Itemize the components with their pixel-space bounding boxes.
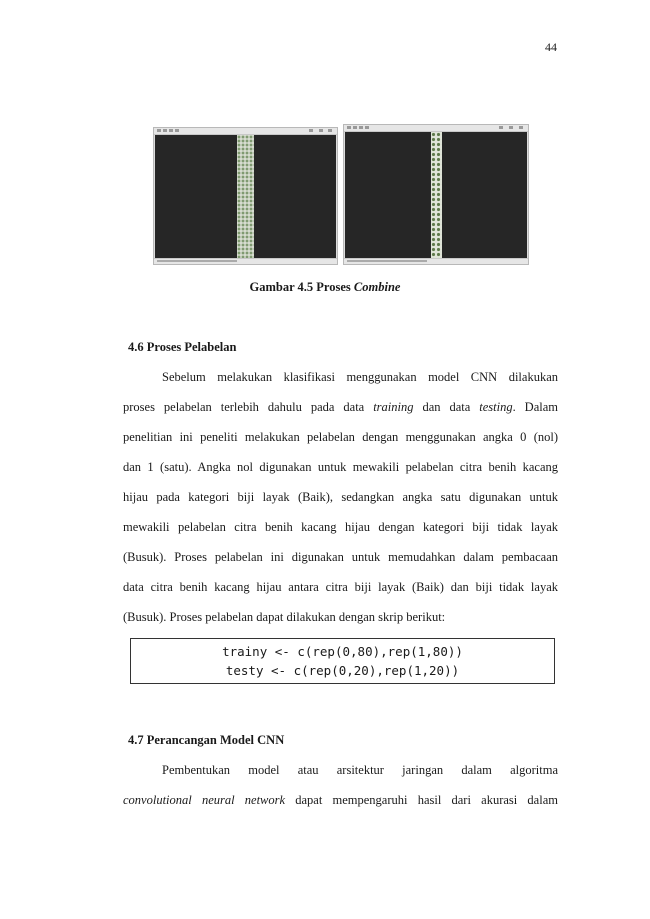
text-line xyxy=(123,362,558,392)
paragraph-pelabelan xyxy=(123,362,558,632)
text-run: mewakili pelabelan citra benih kacang hijau dengan kategori biji tidak layak xyxy=(123,520,558,534)
combined-seed-image-strip xyxy=(237,135,254,259)
code-line: trainy <- c(rep(0,80),rep(1,80)) xyxy=(222,644,463,659)
code-block xyxy=(130,638,555,684)
text-run: dan 1 (satu). Angka nol digunakan untuk mewakili pelabelan citra benih kacang xyxy=(123,460,558,474)
figure-caption: Gambar 4.5 Proses Combine xyxy=(249,280,401,294)
text-run: (Busuk). Proses pelabelan ini digunakan untuk memudahkan dalam pembacaan xyxy=(123,550,558,564)
text-line xyxy=(123,572,558,602)
text-run: . Dalam xyxy=(512,400,558,414)
italic-term: training xyxy=(373,400,414,414)
text-line xyxy=(123,482,558,512)
text-line xyxy=(123,755,558,785)
page-number: 44 xyxy=(545,40,557,54)
combined-seed-image-strip xyxy=(431,132,442,259)
text-run: penelitian ini peneliti melakukan pelabelan dengan menggunakan angka 0 (nol) xyxy=(123,430,558,444)
image-viewer-canvas xyxy=(345,132,527,259)
section-heading-4-6: 4.6 Proses Pelabelan xyxy=(128,340,237,354)
text-line xyxy=(123,452,558,482)
text-run: data citra benih kacang hijau antara citra biji layak (Baik) dan biji tidak layak xyxy=(123,580,558,594)
text-run: Pembentukan model atau arsitektur jaringan dalam algoritma xyxy=(162,763,558,777)
section-heading-4-7: 4.7 Perancangan Model CNN xyxy=(128,733,285,747)
viewer-toolbar xyxy=(344,125,528,132)
viewer-toolbar xyxy=(154,128,337,135)
italic-term: convolutional neural network xyxy=(123,793,286,807)
text-run: proses pelabelan terlebih dahulu pada data xyxy=(123,400,374,414)
text-line xyxy=(123,392,558,422)
text-line xyxy=(123,602,558,632)
text-line xyxy=(123,512,558,542)
text-run: hijau pada kategori biji layak (Baik), sedangkan angka satu digunakan untuk xyxy=(123,490,558,504)
paragraph-perancangan xyxy=(123,755,558,815)
text-run: Sebelum melakukan klasifikasi menggunakan model CNN dilakukan xyxy=(162,370,558,384)
screenshot-testing-combine xyxy=(343,124,529,265)
image-viewer-canvas xyxy=(155,135,336,259)
italic-term: testing xyxy=(479,400,513,414)
text-run: dapat mempengaruhi hasil dari akurasi dalam xyxy=(285,793,558,807)
text-run: dan data xyxy=(413,400,480,414)
code-line: testy <- c(rep(0,20),rep(1,20)) xyxy=(225,663,460,678)
viewer-statusbar xyxy=(344,258,528,264)
viewer-statusbar xyxy=(154,258,337,264)
text-line xyxy=(123,785,558,815)
text-run: (Busuk). Proses pelabelan dapat dilakukan dengan skrip berikut: xyxy=(123,610,446,624)
text-line xyxy=(123,422,558,452)
figure-combine xyxy=(153,124,529,265)
text-line xyxy=(123,542,558,572)
screenshot-training-combine xyxy=(153,127,338,265)
